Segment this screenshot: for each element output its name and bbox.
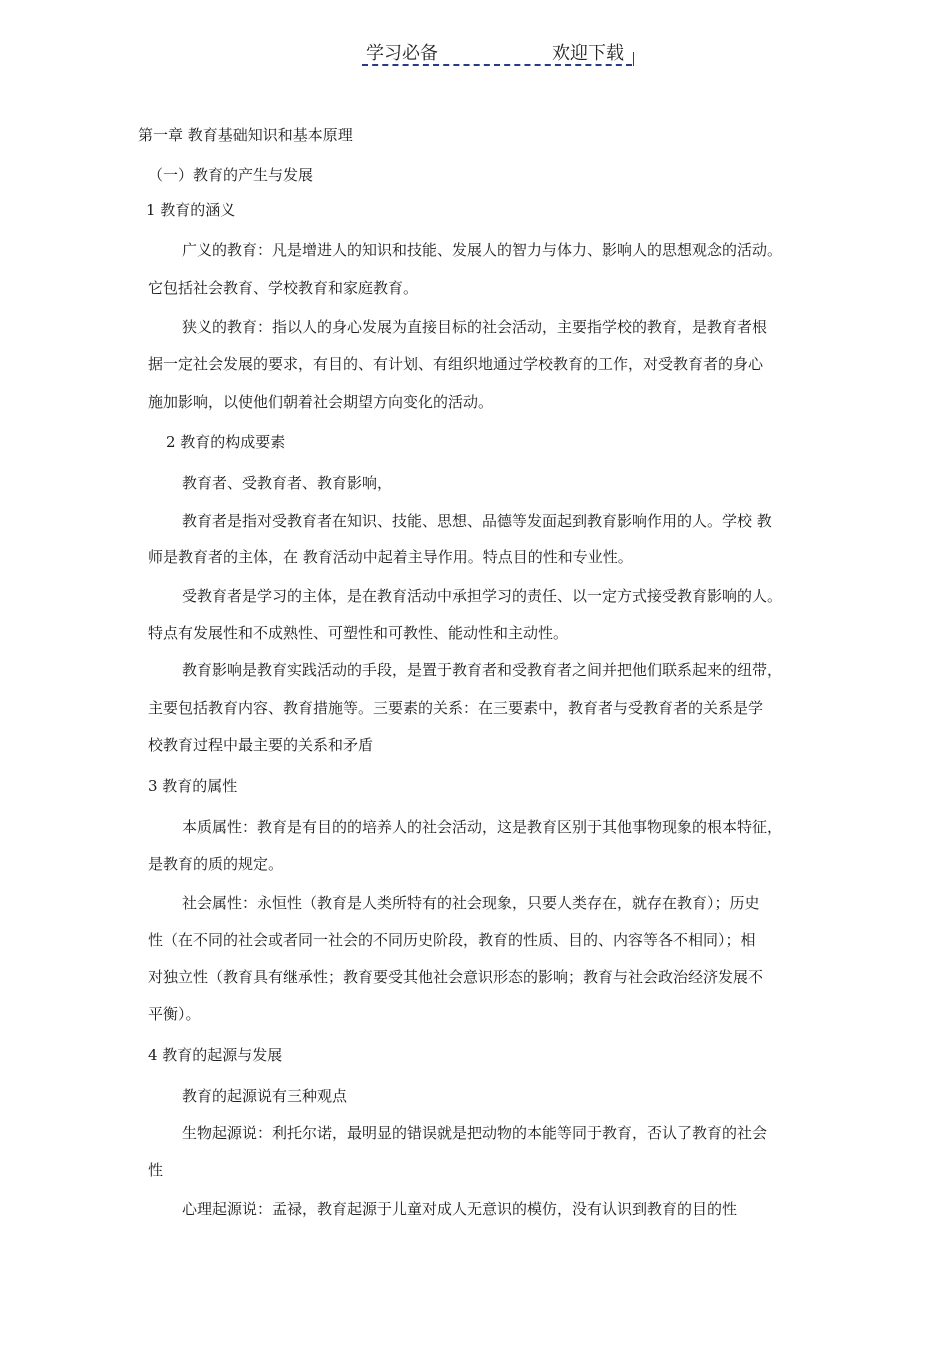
paragraph-line: 性（在不同的社会或者同一社会的不同历史阶段，教育的性质、目的、内容等各不相同）；相 (148, 931, 756, 949)
chapter-title: 第一章 教育基础知识和基本原理 (138, 126, 353, 144)
paragraph-line: 性 (148, 1161, 164, 1179)
paragraph-line: 平衡）。 (148, 1005, 201, 1023)
paragraph-line: 对独立性（教育具有继承性；教育要受其他社会意识形态的影响；教育与社会政治经济发展不 (148, 968, 764, 986)
paragraph-line: 教育影响是教育实践活动的手段，是置于教育者和受教育者之间并把他们联系起来的纽带， (182, 661, 783, 679)
paragraph-line: 施加影响，以使他们朝着社会期望方向变化的活动。 (148, 393, 494, 411)
header-left-text: 学习必备 (366, 43, 438, 64)
paragraph-line: 狭义的教育：指以人的身心发展为直接目标的社会活动，主要指学校的教育，是教育者根 (182, 318, 768, 336)
paragraph-line: 社会属性：永恒性（教育是人类所特有的社会现象，只要人类存在，就存在教育）；历史 (182, 894, 760, 912)
paragraph-line: 是教育的质的规定。 (148, 855, 284, 873)
page-header (362, 38, 632, 66)
paragraph-line: 教育者是指对受教育者在知识、技能、思想、品德等发面起到教育影响作用的人。学校 教 (182, 512, 772, 530)
header-underline-end-mark (633, 52, 634, 66)
paragraph-line: 广义的教育：凡是增进人的知识和技能、发展人的智力与体力、影响人的思想观念的活动。 (182, 241, 783, 259)
paragraph-line: 受教育者是学习的主体，是在教育活动中承担学习的责任、以一定方式接受教育影响的人。 (182, 587, 783, 605)
paragraph-line: 教育者、受教育者、教育影响， (182, 474, 393, 492)
paragraph-line: 主要包括教育内容、教育措施等。三要素的关系：在三要素中，教育者与受教育者的关系是学 (148, 699, 764, 717)
paragraph-line: 心理起源说：孟禄，教育起源于儿童对成人无意识的模仿，没有认识到教育的目的性 (182, 1200, 738, 1218)
paragraph-line: 教育的起源说有三种观点 (182, 1087, 348, 1105)
paragraph-line: 生物起源说：利托尔诺，最明显的错误就是把动物的本能等同于教育，否认了教育的社会 (182, 1124, 768, 1142)
section-title: （一）教育的产生与发展 (148, 166, 314, 184)
section-4-heading: 4 教育的起源与发展 (148, 1046, 283, 1064)
header-right-text: 欢迎下载 (552, 43, 624, 64)
section-1-heading: 1 教育的涵义 (146, 201, 236, 219)
paragraph-line: 本质属性：教育是有目的的培养人的社会活动，这是教育区别于其他事物现象的根本特征， (182, 818, 783, 836)
paragraph-line: 它包括社会教育、学校教育和家庭教育。 (148, 279, 419, 297)
paragraph-line: 特点有发展性和不成熟性、可塑性和可教性、能动性和主动性。 (148, 624, 569, 642)
section-3-heading: 3 教育的属性 (148, 777, 238, 795)
paragraph-line: 师是教育者的主体，在 教育活动中起着主导作用。特点目的性和专业性。 (148, 548, 633, 566)
paragraph-line: 校教育过程中最主要的关系和矛盾 (148, 736, 374, 754)
paragraph-line: 据一定社会发展的要求，有目的、有计划、有组织地通过学校教育的工作，对受教育者的身心 (148, 355, 764, 373)
section-2-heading: 2 教育的构成要素 (166, 433, 286, 451)
